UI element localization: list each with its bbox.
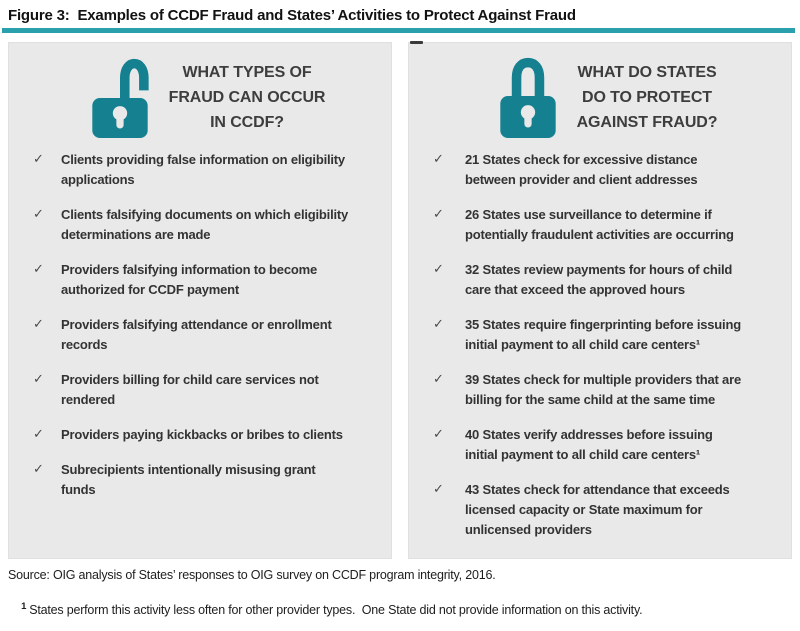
fraud-types-panel xyxy=(8,42,392,559)
footnote-marker: 1 xyxy=(21,601,27,612)
state-protections-heading: WHAT DO STATES DO TO PROTECT AGAINST FRAUD? xyxy=(576,63,718,131)
fraud-types-heading: WHAT TYPES OF FRAUD CAN OCCUR IN CCDF? xyxy=(168,63,326,131)
list-item-text: 39 States check for multiple providers that are billing for the same child at the same time xyxy=(465,372,741,407)
list-item-text: Providers falsifying attendance or enrollment records xyxy=(61,317,332,352)
list-item-text: 35 States require fingerprinting before issuing initial payment to all child care centers¹ xyxy=(465,317,741,352)
footnote xyxy=(8,587,792,631)
open-padlock-icon xyxy=(89,55,151,139)
checkmark-icon: ✓ xyxy=(33,152,44,167)
fraud-types-list xyxy=(33,150,381,500)
list-item-text: Subrecipients intentionally misusing grant funds xyxy=(61,462,316,497)
stray-scan-mark xyxy=(410,41,423,44)
checkmark-icon: ✓ xyxy=(433,262,444,277)
list-item xyxy=(433,370,781,410)
list-item-text: Clients providing false information on eligibility applications xyxy=(61,152,345,187)
state-protections-list xyxy=(433,150,781,540)
panels-container xyxy=(8,42,792,559)
fraud-types-panel-header xyxy=(33,52,381,142)
list-item-text: Providers paying kickbacks or bribes to clients xyxy=(61,427,343,442)
list-item xyxy=(433,315,781,355)
list-item-text: 26 States use surveillance to determine if potentially fraudulent activities are occurring xyxy=(465,207,734,242)
list-item-text: Clients falsifying documents on which eligibility determinations are made xyxy=(61,207,349,242)
list-item xyxy=(33,260,381,300)
state-protections-panel xyxy=(408,42,792,559)
closed-padlock-icon xyxy=(497,55,559,139)
list-item xyxy=(33,205,381,245)
list-item xyxy=(433,260,781,300)
list-item-text: 32 States review payments for hours of child care that exceed the approved hours xyxy=(465,262,733,297)
list-item xyxy=(33,425,381,445)
figure-footer xyxy=(8,568,792,631)
title-rule-divider xyxy=(2,28,795,33)
footnote-text: States perform this activity less often for other provider types. One State did not provide information on this activity. xyxy=(29,603,643,618)
checkmark-icon: ✓ xyxy=(433,427,444,442)
list-item xyxy=(433,480,781,540)
list-item xyxy=(33,460,381,500)
checkmark-icon: ✓ xyxy=(33,427,44,442)
figure-title: Figure 3: Examples of CCDF Fraud and States’ Activities to Protect Against Fraud xyxy=(8,7,576,24)
list-item xyxy=(433,150,781,190)
list-item-text: Providers billing for child care services not rendered xyxy=(61,372,319,407)
list-item xyxy=(433,425,781,465)
checkmark-icon: ✓ xyxy=(33,372,44,387)
source-note: Source: OIG analysis of States’ responses to OIG survey on CCDF program integrity, 2016. xyxy=(8,568,496,582)
checkmark-icon: ✓ xyxy=(433,482,444,497)
list-item-text: 21 States check for excessive distance between provider and client addresses xyxy=(465,152,698,187)
checkmark-icon: ✓ xyxy=(33,462,44,477)
checkmark-icon: ✓ xyxy=(33,317,44,332)
state-protections-panel-header xyxy=(433,52,781,142)
checkmark-icon: ✓ xyxy=(433,152,444,167)
list-item-text: Providers falsifying information to become authorized for CCDF payment xyxy=(61,262,317,297)
checkmark-icon: ✓ xyxy=(433,207,444,222)
checkmark-icon: ✓ xyxy=(433,372,444,387)
checkmark-icon: ✓ xyxy=(33,207,44,222)
list-item-text: 43 States check for attendance that exceeds licensed capacity or State maximum for unlicensed providers xyxy=(465,482,730,537)
list-item-text: 40 States verify addresses before issuing initial payment to all child care centers¹ xyxy=(465,427,713,462)
list-item xyxy=(433,205,781,245)
list-item xyxy=(33,315,381,355)
list-item xyxy=(33,150,381,190)
checkmark-icon: ✓ xyxy=(433,317,444,332)
list-item xyxy=(33,370,381,410)
checkmark-icon: ✓ xyxy=(33,262,44,277)
